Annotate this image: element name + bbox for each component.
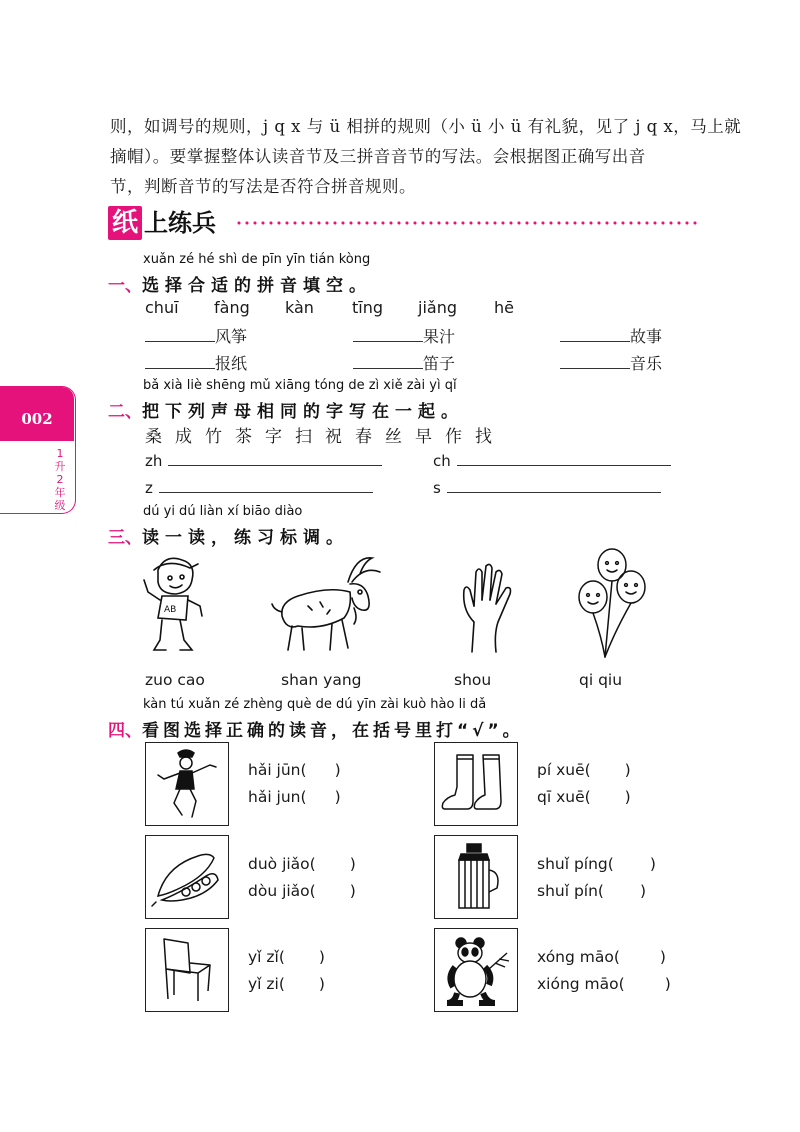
q2-character-list <box>145 422 505 447</box>
q2-char: 祝 <box>325 427 342 447</box>
grade-label: 1 升 2 年 级 <box>54 447 66 512</box>
q2-pinyin: bǎ xià liè shēng mǔ xiāng tóng de zì xiě zài yì qǐ <box>143 378 457 393</box>
q1-number: 一、 <box>108 276 142 296</box>
bean-pod-illustration <box>146 836 227 917</box>
q1-option: fàng <box>214 298 250 317</box>
answer-line[interactable] <box>457 451 671 466</box>
q1-option: jiǎng <box>418 298 457 317</box>
picture-card <box>145 742 229 826</box>
q1-fill-item: 音乐 <box>560 351 662 374</box>
q4-option: pí xuē( ) <box>537 761 631 779</box>
boots-illustration <box>435 743 516 824</box>
sailor-illustration <box>146 743 227 824</box>
q4-option: hǎi jun( ) <box>248 788 341 806</box>
q2-field-z: z <box>145 478 373 497</box>
q1-option: tīng <box>352 298 384 317</box>
intro-paragraph <box>110 112 742 202</box>
answer-blank[interactable] <box>560 352 630 369</box>
section-dotted-divider <box>235 221 700 225</box>
picture-card <box>434 835 518 919</box>
q2-char: 桑 <box>145 427 162 447</box>
q1-pinyin: xuǎn zé hé shì de pīn yīn tián kòng <box>143 252 371 267</box>
answer-line[interactable] <box>159 478 373 493</box>
q4-option: yǐ zǐ( ) <box>248 948 325 966</box>
q1-fill-item: 笛子 <box>353 351 455 374</box>
q4-option: qī xuē( ) <box>537 788 631 806</box>
q2-char: 找 <box>475 427 492 447</box>
q3-label: zuo cao <box>145 671 205 689</box>
q2-field-ch: ch <box>433 451 671 470</box>
q2-char: 茶 <box>235 427 252 447</box>
section-title: 上练兵 <box>144 209 216 237</box>
page-side-tab <box>0 386 76 514</box>
q3-label: shou <box>454 671 492 689</box>
answer-line[interactable] <box>447 478 661 493</box>
panda-illustration <box>435 929 516 1010</box>
q2-char: 扫 <box>295 427 312 447</box>
q2-char: 春 <box>355 427 372 447</box>
q1-option: hē <box>494 298 514 317</box>
q2-title: 把下列声母相同的字写在一起。 <box>142 402 464 422</box>
picture-card <box>145 835 229 919</box>
intro-line: 则，如调号的规则，j q x 与 ü 相拼的规则（小 ü 小 ü 有礼貌，见了 j q x，马上就 <box>110 117 742 136</box>
q1-option: chuī <box>145 298 179 317</box>
picture-card <box>434 742 518 826</box>
answer-blank[interactable] <box>145 352 215 369</box>
q4-heading <box>108 716 524 741</box>
page-number: 002 <box>0 387 74 441</box>
q2-heading <box>108 397 464 422</box>
q2-number: 二、 <box>108 402 142 422</box>
answer-blank[interactable] <box>353 325 423 342</box>
q2-field-zh: zh <box>145 451 382 470</box>
q1-heading <box>108 271 372 296</box>
thermos-illustration <box>435 836 516 917</box>
q4-option: shuǐ píng( ) <box>537 855 656 873</box>
answer-blank[interactable] <box>145 325 215 342</box>
q3-title: 读一读，练习标调。 <box>142 528 349 548</box>
q1-option: kàn <box>285 298 314 317</box>
intro-line: 摘帽）。要掌握整体认读音节及三拼音音节的写法。会根据图正确写出音 <box>110 147 646 166</box>
q3-pinyin: dú yi dú liàn xí biāo diào <box>143 504 303 519</box>
q4-option: shuǐ pín( ) <box>537 882 647 900</box>
q4-pinyin: kàn tú xuǎn zé zhèng què de dú yīn zài kuò hào li dǎ <box>143 697 487 712</box>
balloons-illustration <box>575 545 655 660</box>
chair-illustration <box>146 929 227 1010</box>
q1-fill-item: 果汁 <box>353 324 455 347</box>
q1-fill-item: 报纸 <box>145 351 247 374</box>
q4-number: 四、 <box>108 721 142 741</box>
answer-blank[interactable] <box>353 352 423 369</box>
q3-heading <box>108 523 349 548</box>
q1-fill-item: 风筝 <box>145 324 247 347</box>
q2-char: 竹 <box>205 427 222 447</box>
q1-fill-item: 故事 <box>560 324 662 347</box>
q2-char: 丝 <box>385 427 402 447</box>
answer-blank[interactable] <box>560 325 630 342</box>
q3-label: qi qiu <box>579 671 623 689</box>
q2-char: 成 <box>175 427 192 447</box>
q1-title: 选择合适的拼音填空。 <box>142 276 372 296</box>
q4-title: 看图选择正确的读音，在括号里打“√”。 <box>142 721 524 741</box>
answer-line[interactable] <box>168 451 382 466</box>
q2-field-s: s <box>433 478 661 497</box>
svg-text:AB: AB <box>164 605 177 615</box>
q3-label: shan yang <box>281 671 362 689</box>
picture-card <box>145 928 229 1012</box>
q2-char: 作 <box>445 427 462 447</box>
boy-illustration <box>140 552 210 657</box>
q4-option: duò jiǎo( ) <box>248 855 356 873</box>
q3-number: 三、 <box>108 528 142 548</box>
intro-line: 节，判断音节的写法是否符合拼音规则。 <box>110 177 416 196</box>
picture-card <box>434 928 518 1012</box>
q4-option: dòu jiǎo( ) <box>248 882 356 900</box>
section-badge: 纸 <box>108 206 142 240</box>
q4-option: yǐ zi( ) <box>248 975 325 993</box>
q4-option: xióng māo( ) <box>537 975 671 993</box>
q2-char: 早 <box>415 427 432 447</box>
q4-option: xóng māo( ) <box>537 948 666 966</box>
q4-option: hǎi jūn( ) <box>248 761 341 779</box>
q2-char: 字 <box>265 427 282 447</box>
hand-illustration <box>452 560 522 655</box>
goat-illustration <box>268 552 388 657</box>
